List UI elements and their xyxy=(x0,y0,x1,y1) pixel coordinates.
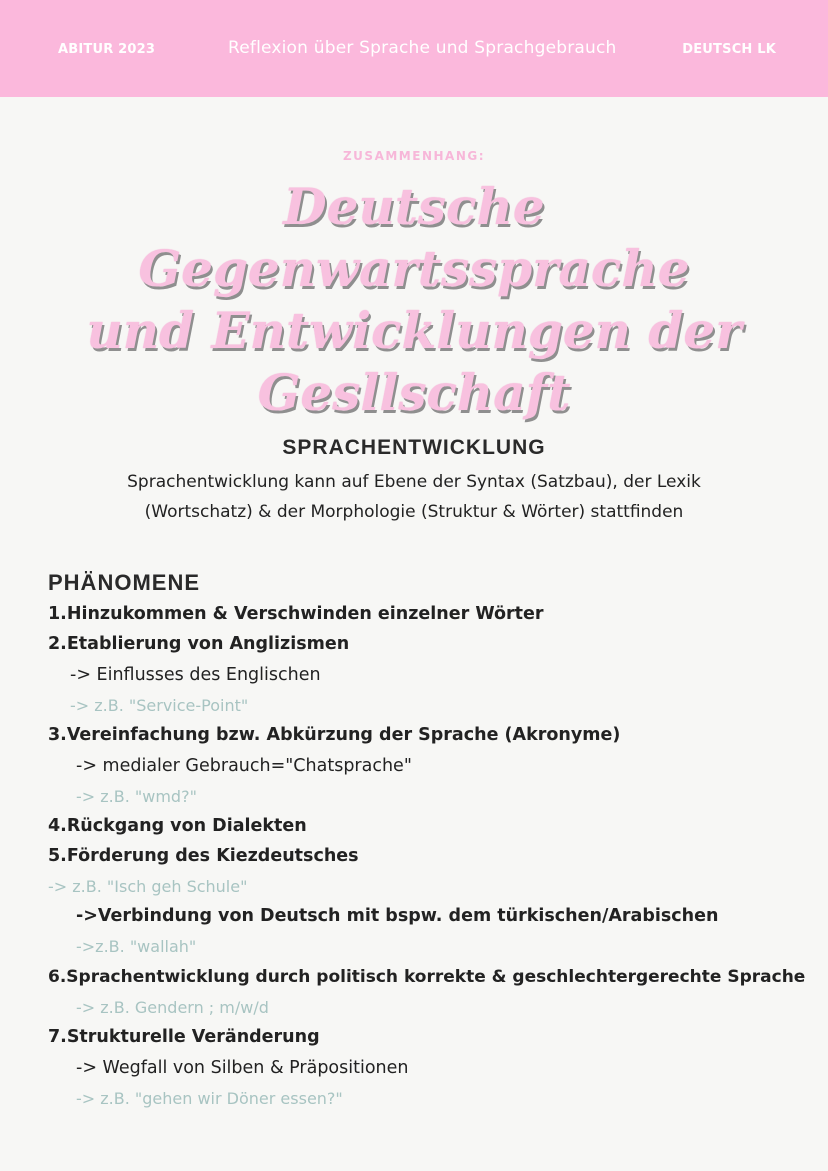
list-item: 1.Hinzukommen & Verschwinden einzelner Wörter xyxy=(48,604,544,624)
list-item-example: -> z.B. "Isch geh Schule" xyxy=(48,877,248,896)
list-item: 6.Sprachentwicklung durch politisch korrekte & geschlechtergerechte Sprache xyxy=(48,967,806,987)
list-item: ->Verbindung von Deutsch mit bspw. dem türkischen/Arabischen xyxy=(76,906,719,926)
section-text xyxy=(90,467,738,527)
title-line-3: Gesllschaft xyxy=(257,363,571,422)
list-item-example: -> z.B. Gendern ; m/w/d xyxy=(76,998,269,1017)
title-line-1: Deutsche Gegenwartssprache xyxy=(138,177,690,298)
list-item: 7.Strukturelle Veränderung xyxy=(48,1027,320,1047)
list-item: 2.Etablierung von Anglizismen xyxy=(48,634,350,654)
list-item-example: -> z.B. "wmd?" xyxy=(76,787,197,806)
list-item: -> Wegfall von Silben & Präpositionen xyxy=(76,1058,409,1078)
page-title xyxy=(40,176,788,424)
header-right: DEUTSCH LK xyxy=(682,42,776,57)
header-left: ABITUR 2023 xyxy=(58,42,156,57)
list-item: -> Einflusses des Englischen xyxy=(70,665,321,685)
list-item: 3.Vereinfachung bzw. Abkürzung der Sprache (Akronyme) xyxy=(48,725,621,745)
list-item-example: -> z.B. "gehen wir Döner essen?" xyxy=(76,1089,343,1108)
section-text-line-2: (Wortschatz) & der Morphologie (Struktur & Wörter) stattfinden xyxy=(144,502,684,522)
title-line-2: und Entwicklungen der xyxy=(86,301,742,360)
list-item: 5.Förderung des Kiezdeutsches xyxy=(48,846,359,866)
header-center: Reflexion über Sprache und Sprachgebrauch xyxy=(228,38,617,58)
header-banner xyxy=(0,0,828,97)
list-item: 4.Rückgang von Dialekten xyxy=(48,816,307,836)
phenomena-heading: PHÄNOMENE xyxy=(48,570,201,595)
list-item-example: -> z.B. "Service-Point" xyxy=(70,696,249,715)
list-item: -> medialer Gebrauch="Chatsprache" xyxy=(76,756,412,776)
list-item-example: ->z.B. "wallah" xyxy=(76,937,197,956)
kicker: ZUSAMMENHANG: xyxy=(342,149,486,163)
section-text-line-1: Sprachentwicklung kann auf Ebene der Syntax (Satzbau), der Lexik xyxy=(127,472,701,492)
section-heading: SPRACHENTWICKLUNG xyxy=(282,436,546,459)
